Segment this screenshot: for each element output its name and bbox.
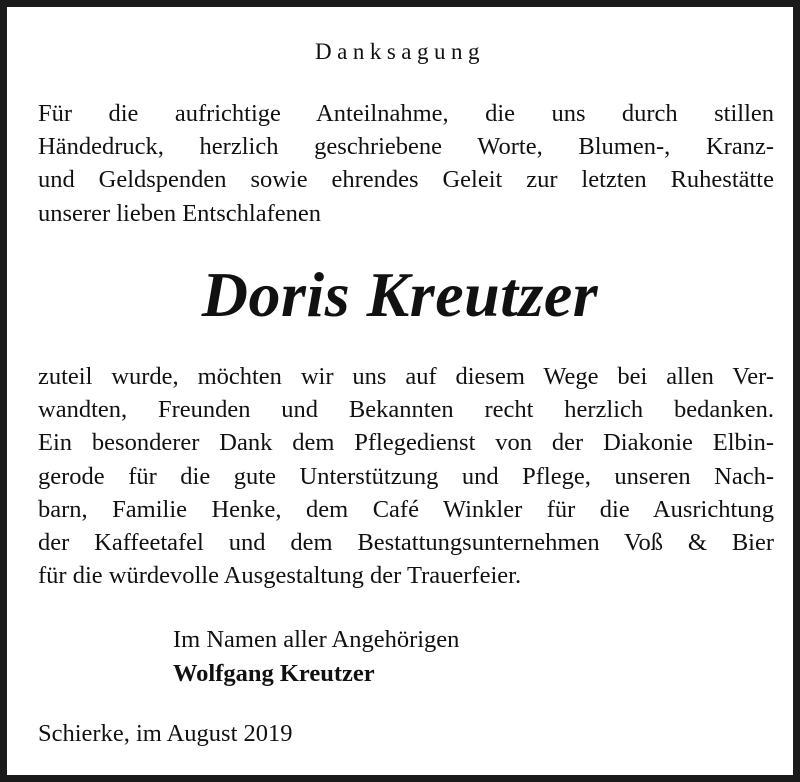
body-line: wandten, Freunden und Bekannten recht herzlich bedanken. bbox=[38, 396, 774, 424]
intro-line: Für die aufrichtige Anteilnahme, die uns durch stillen bbox=[38, 100, 774, 127]
place-date: Schierke, im August 2019 bbox=[38, 720, 293, 747]
body-paragraph bbox=[38, 360, 774, 592]
intro-line: unserer lieben Entschlafenen bbox=[38, 199, 321, 227]
deceased-name: Doris Kreutzer bbox=[201, 259, 599, 330]
body-line: für die würdevolle Ausgestaltung der Trauerfeier. bbox=[38, 562, 522, 590]
signature-line: Im Namen aller Angehörigen bbox=[173, 626, 460, 653]
signature-block bbox=[173, 623, 459, 690]
body-line: der Kaffeetafel und dem Bestattungsunternehmen Voß & Bier bbox=[38, 528, 774, 556]
body-line: Ein besonderer Dank dem Pflegedienst von der Diakonie Elbin- bbox=[38, 429, 774, 457]
intro-paragraph bbox=[38, 97, 774, 230]
intro-line: Händedruck, herzlich geschriebene Worte, Blumen-, Kranz- bbox=[38, 133, 774, 161]
signer-name: Wolfgang Kreutzer bbox=[173, 659, 375, 687]
body-line: barn, Familie Henke, dem Café Winkler für die Ausrichtung bbox=[38, 495, 774, 523]
intro-line: und Geldspenden sowie ehrendes Geleit zur letzten Ruhestätte bbox=[38, 166, 774, 194]
notice-heading: Danksagung bbox=[315, 39, 485, 64]
body-line: gerode für die gute Unterstützung und Pflege, unseren Nach- bbox=[38, 462, 774, 490]
body-line: zuteil wurde, möchten wir uns auf diesem Wege bei allen Ver- bbox=[38, 363, 774, 390]
